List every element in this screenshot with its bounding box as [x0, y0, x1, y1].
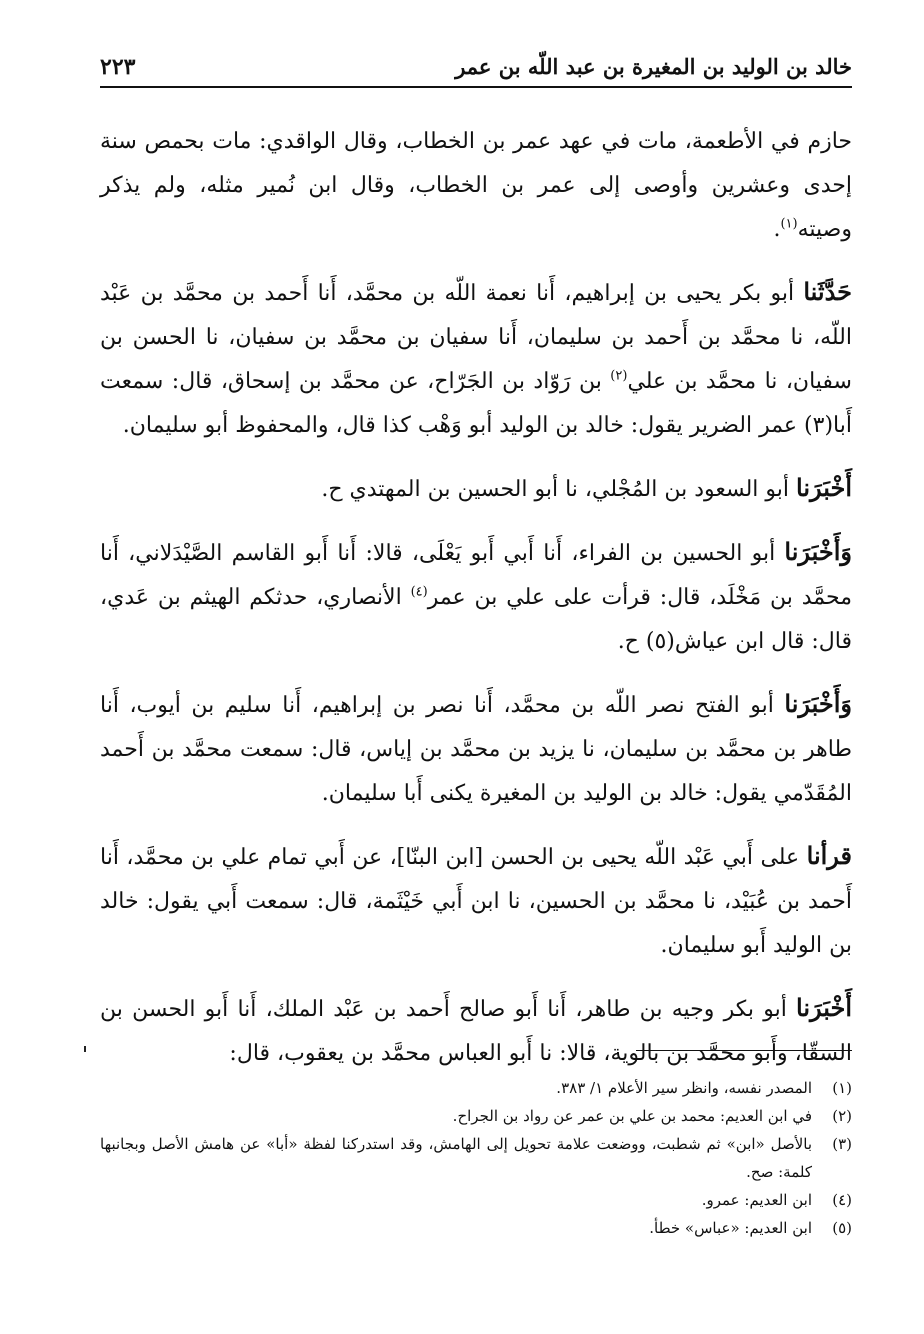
footnote-ref: (١)	[780, 216, 798, 232]
scan-speck	[84, 1046, 86, 1052]
paragraph-tail: .	[773, 217, 781, 242]
footnote-number: (١)	[832, 1079, 852, 1097]
footnote-5	[100, 1214, 852, 1242]
paragraph-lead: أَخْبَرَنا	[796, 473, 852, 502]
page-number: ٢٢٣	[100, 54, 136, 80]
paragraph-text: أبو السعود بن المُجْلي، نا أبو الحسين بن المهتدي ح.	[321, 477, 797, 502]
footnote-text: المصدر نفسه، وانظر سير الأعلام ١/ ٣٨٣.	[556, 1079, 812, 1097]
paragraph-text: أبو الفتح نصر اللّه بن محمَّد، أَنا نصر بن إبراهيم، أَنا سليم بن أيوب، أَنا طاهر بن محمَّد بن سليمان، نا يزيد بن محمَّد بن إياس، قال: سمعت محمَّد بن أَحمد المُقَدّمي يقول: خالد بن الوليد بن المغيرة يكنى أَبا سليمان.	[100, 693, 852, 806]
paragraph-5	[100, 682, 852, 816]
paragraph-text: حازم في الأطعمة، مات في عهد عمر بن الخطاب، وقال الواقدي: مات بحمص سنة إحدى وعشرين وأوصى إلى عمر بن الخطاب، وقال ابن نُمير مثله، ولم يذكر وصيته	[100, 129, 852, 242]
footnote-number: (٢)	[832, 1107, 852, 1125]
main-text	[100, 118, 852, 1094]
paragraph-6	[100, 834, 852, 968]
footnote-3	[100, 1130, 852, 1186]
footnote-text: ابن العديم: عمرو.	[701, 1191, 812, 1209]
footnote-text: ابن العديم: «عباس» خطأ.	[649, 1219, 812, 1237]
footnote-number: (٣)	[832, 1135, 852, 1153]
paragraph-7	[100, 986, 852, 1076]
footnote-1	[100, 1074, 852, 1102]
running-title: خالد بن الوليد بن المغيرة بن عبد اللّه بن عمر	[455, 54, 852, 79]
paragraph-lead: قرأنا	[806, 841, 852, 870]
footnote-separator	[636, 1050, 852, 1051]
footnotes	[100, 1074, 852, 1242]
footnote-number: (٥)	[832, 1219, 852, 1237]
paragraph-3	[100, 466, 852, 512]
paragraph-lead: حَدَّثَنا	[803, 277, 852, 306]
paragraph-text: أبو بكر يحيى بن إبراهيم، أَنا نعمة اللّه بن محمَّد، أَنا أَحمد بن محمَّد بن عَبْد اللّه، نا محمَّد بن أَحمد بن سليمان، أَنا سفيان بن محمَّد بن سفيان، نا الحسن بن سفيان، نا محمَّد بن علي	[100, 281, 852, 394]
paragraph-tail: الأنصاري، حدثكم الهيثم بن عَدي، قال: قال ابن عياش(٥) ح.	[100, 585, 852, 654]
footnote-2	[100, 1102, 852, 1130]
paragraph-2	[100, 270, 852, 448]
footnote-text: بالأصل «ابن» ثم شطبت، ووضعت علامة تحويل إلى الهامش، وقد استدركنا لفظة «أبا» عن هامش الأصل وبجانبها كلمة: صح.	[100, 1135, 812, 1181]
page-header	[100, 52, 852, 88]
paragraph-lead: أَخْبَرَنا	[796, 993, 852, 1022]
footnote-text: في ابن العديم: محمد بن علي بن عمر عن رواد بن الجراح.	[452, 1107, 812, 1125]
footnote-ref: (٤)	[410, 584, 428, 600]
footnote-ref: (٢)	[610, 368, 628, 384]
paragraph-lead: وَأَخْبَرَنا	[784, 689, 852, 718]
paragraph-4	[100, 530, 852, 664]
paragraph-text: أبو بكر وجيه بن طاهر، أَنا أَبو صالح أَحمد بن عَبْد الملك، أَنا أَبو الحسن بن السقّا، وأَبو محمَّد بن بالوية، قالا: نا أَبو العباس محمَّد بن يعقوب، قال:	[100, 997, 852, 1066]
footnote-number: (٤)	[832, 1191, 852, 1209]
paragraph-tail: بن رَوّاد بن الجَرّاح، عن محمَّد بن إسحاق، قال: سمعت أَبا(٣) عمر الضرير يقول: خالد بن الوليد أبو وَهْب كذا قال، والمحفوظ أبو سليمان.	[100, 369, 852, 438]
paragraph-1	[100, 118, 852, 252]
footnote-4	[100, 1186, 852, 1214]
paragraph-lead: وَأَخْبَرَنا	[784, 537, 852, 566]
paragraph-text: أبو الحسين بن الفراء، أَنا أَبي أَبو يَعْلَى، قالا: أَنا أَبو القاسم الصَّيْدَلاني، أَنا محمَّد بن مَخْلَد، قال: قرأت على علي بن عمر	[100, 541, 852, 610]
paragraph-text: على أَبي عَبْد اللّه يحيى بن الحسن [ابن البنّا]، عن أَبي تمام علي بن محمَّد، أَنا أَحمد بن عُبَيْد، نا محمَّد بن الحسين، نا ابن أَبي خَيْثَمة، قال: سمعت أَبي يقول: خالد بن الوليد أَبو سليمان.	[100, 845, 852, 958]
